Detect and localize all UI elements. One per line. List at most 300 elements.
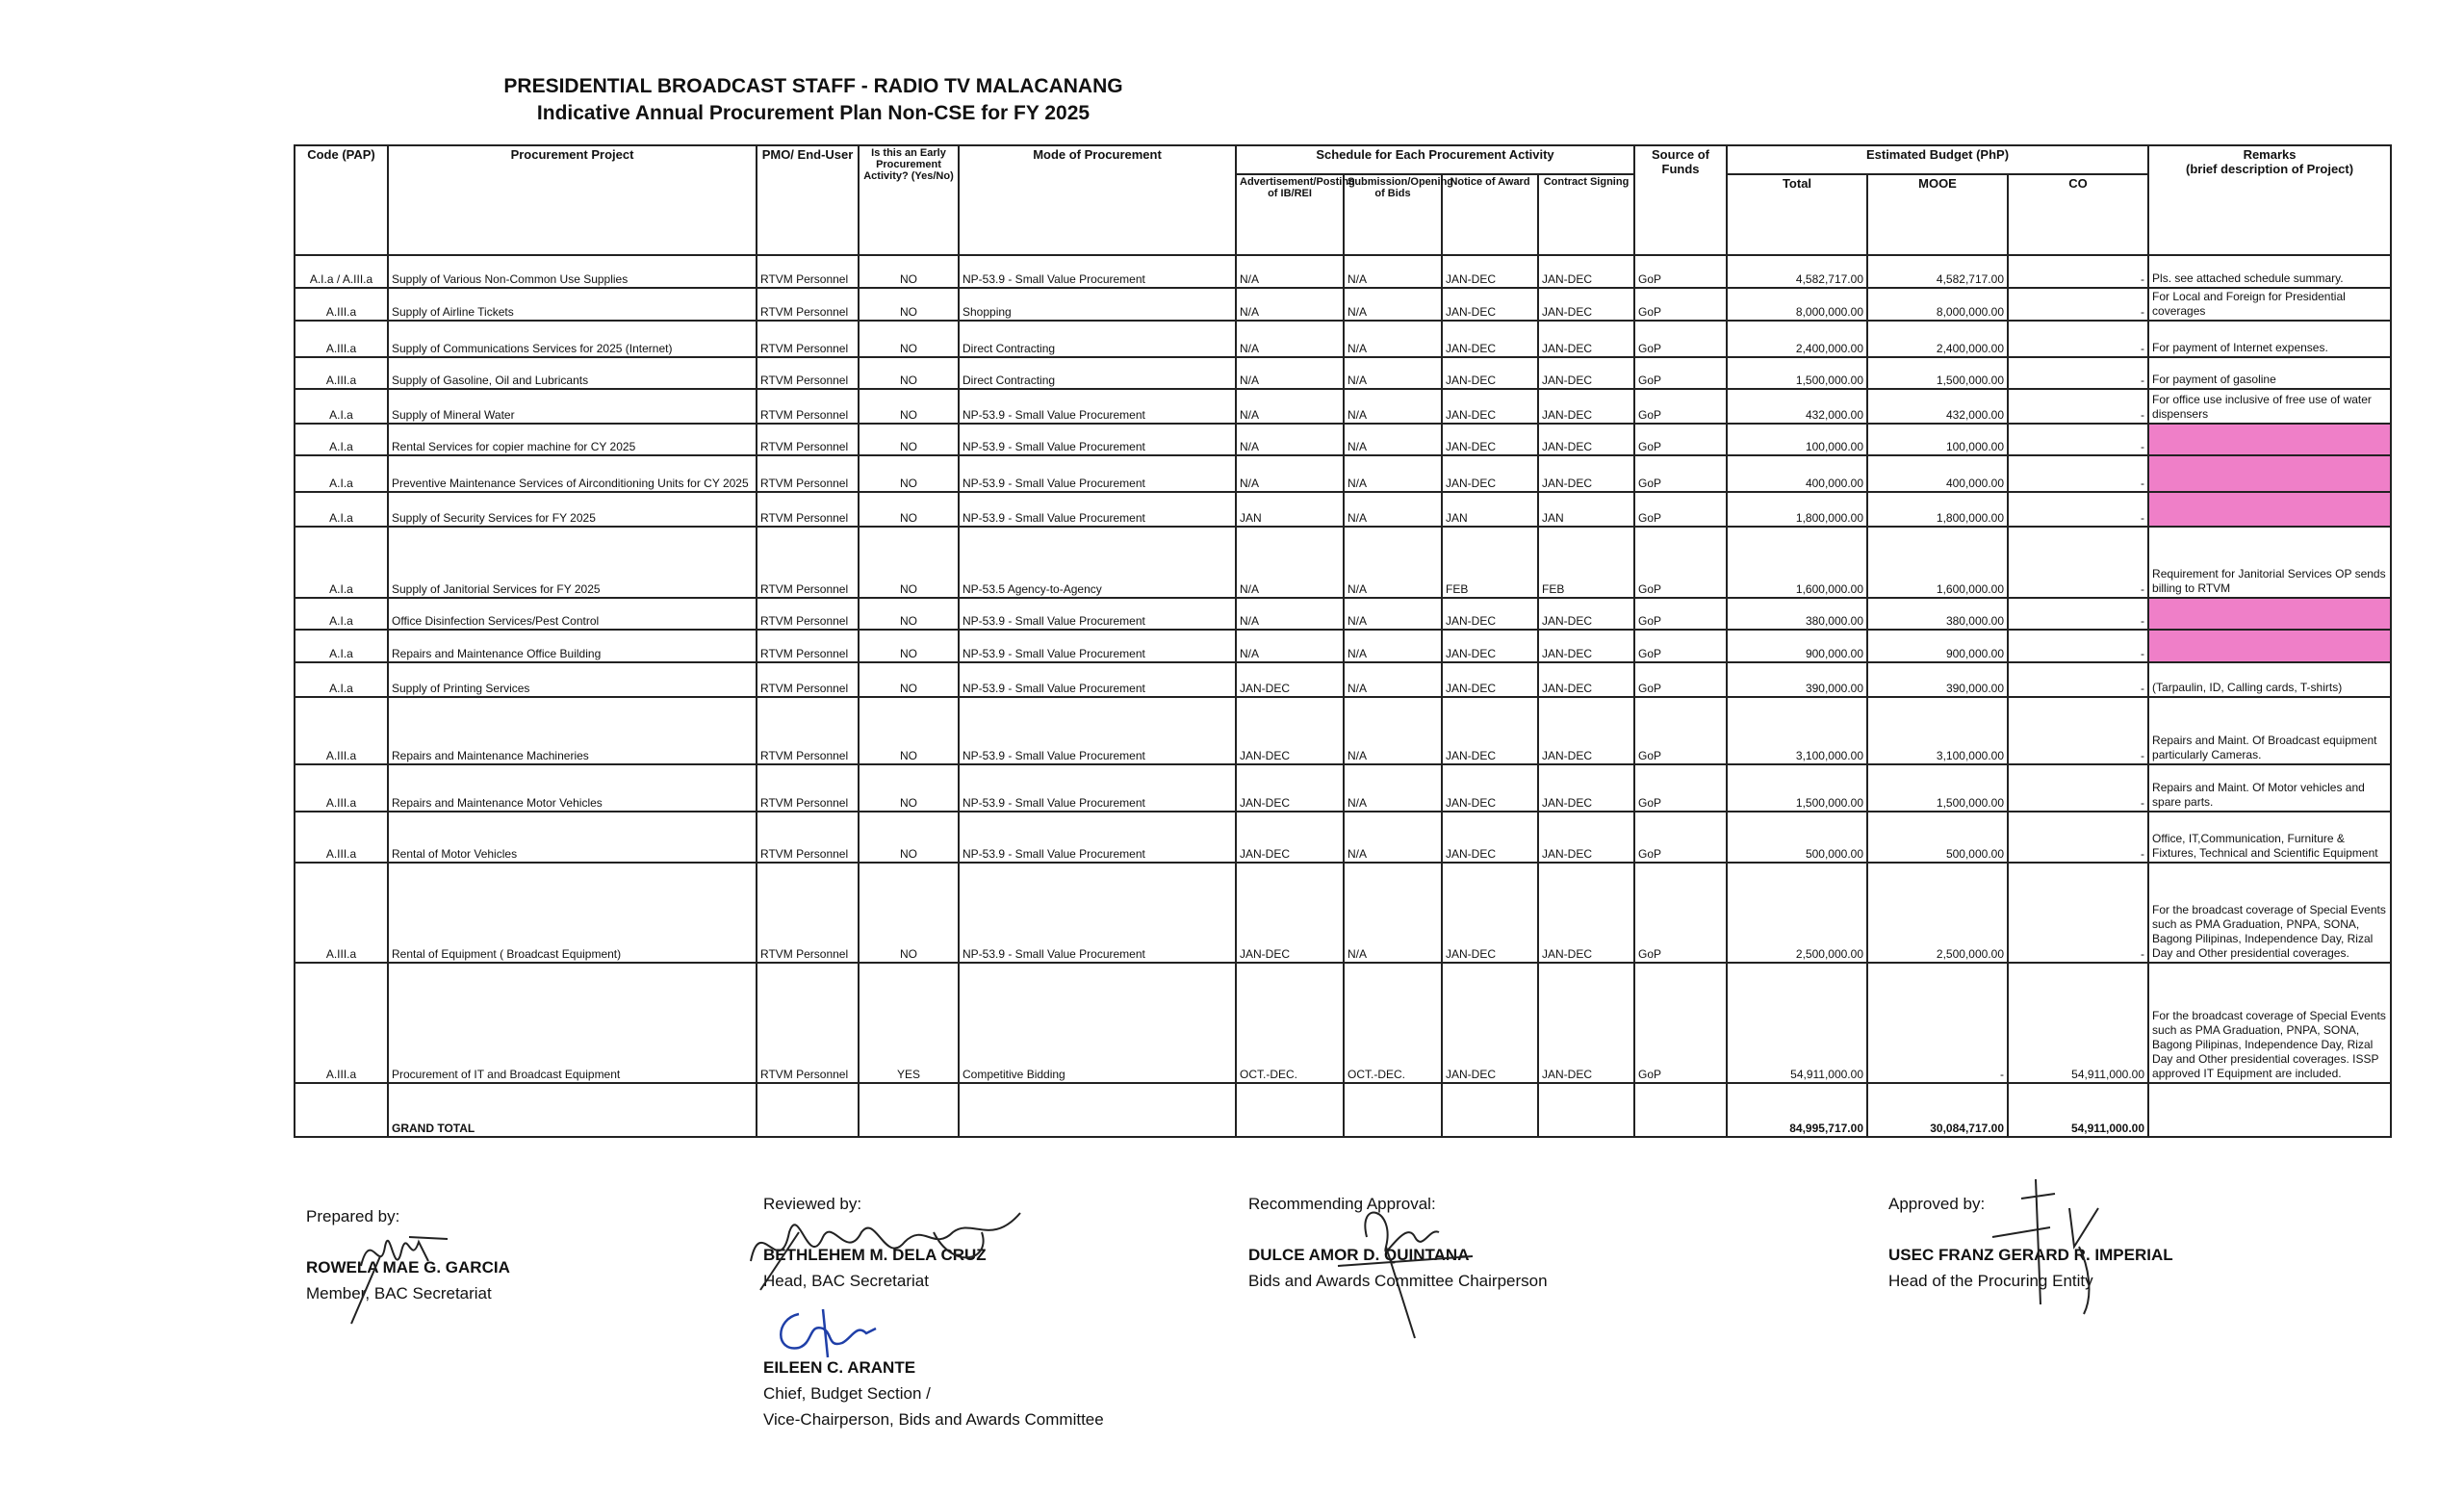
row-contract-signing: JAN-DEC (1538, 630, 1634, 662)
row-mooe: 900,000.00 (1867, 630, 2008, 662)
row-submission: N/A (1344, 697, 1442, 764)
prepared-title: Member, BAC Secretariat (306, 1284, 492, 1303)
row-pmo: RTVM Personnel (757, 630, 859, 662)
row-early: NO (859, 424, 959, 455)
row-mode: NP-53.9 - Small Value Procurement (959, 255, 1236, 288)
row-mooe: 1,500,000.00 (1867, 357, 2008, 389)
reviewed-name: BETHLEHEM M. DELA CRUZ (763, 1246, 987, 1264)
row-mode: NP-53.9 - Small Value Procurement (959, 492, 1236, 527)
prepared-name: ROWELA MAE G. GARCIA (306, 1258, 510, 1277)
row-contract-signing: JAN-DEC (1538, 697, 1634, 764)
row-mooe: 2,500,000.00 (1867, 863, 2008, 963)
row-contract-signing: JAN-DEC (1538, 863, 1634, 963)
header-advertisement: Advertisement/Posting of IB/REI (1236, 174, 1344, 255)
row-notice-award: JAN-DEC (1442, 389, 1538, 424)
row-advertisement: N/A (1236, 255, 1344, 288)
row-mooe: 390,000.00 (1867, 662, 2008, 697)
row-submission: N/A (1344, 630, 1442, 662)
row-project: Supply of Various Non-Common Use Supplies (388, 255, 757, 288)
row-source: GoP (1634, 764, 1727, 812)
header-co: CO (2008, 174, 2148, 255)
row-submission: N/A (1344, 288, 1442, 321)
row-advertisement: N/A (1236, 527, 1344, 598)
row-total: 1,800,000.00 (1727, 492, 1867, 527)
row-early: YES (859, 963, 959, 1083)
row-remarks: For Local and Foreign for Presidential coverages (2148, 288, 2391, 321)
row-contract-signing: JAN-DEC (1538, 389, 1634, 424)
table-row (295, 812, 2391, 863)
row-early: NO (859, 389, 959, 424)
reviewed-signature (741, 1194, 1059, 1300)
row-source: GoP (1634, 812, 1727, 863)
arante-title-2: Vice-Chairperson, Bids and Awards Committee (763, 1410, 1104, 1429)
row-early: NO (859, 455, 959, 492)
row-co: - (2008, 492, 2148, 527)
row-source: GoP (1634, 527, 1727, 598)
row-contract-signing: JAN-DEC (1538, 812, 1634, 863)
row-remarks: For the broadcast coverage of Special Events such as PMA Graduation, PNPA, SONA, Bagong Pilipinas, Independence Day, Rizal Day and Other presidential coverages. (2148, 863, 2391, 963)
row-source: GoP (1634, 697, 1727, 764)
row-project: Repairs and Maintenance Motor Vehicles (388, 764, 757, 812)
approved-signature (1983, 1170, 2118, 1324)
row-mooe: - (1867, 963, 2008, 1083)
remarks-sublabel: (brief description of Project) (2185, 162, 2354, 176)
row-co: - (2008, 630, 2148, 662)
header-mode: Mode of Procurement (959, 145, 1236, 255)
row-contract-signing: JAN-DEC (1538, 764, 1634, 812)
row-total: 100,000.00 (1727, 424, 1867, 455)
row-mode: NP-53.9 - Small Value Procurement (959, 389, 1236, 424)
table-row (295, 697, 2391, 764)
row-mooe: 3,100,000.00 (1867, 697, 2008, 764)
row-co: - (2008, 527, 2148, 598)
row-submission: OCT.-DEC. (1344, 963, 1442, 1083)
row-co: - (2008, 255, 2148, 288)
row-submission: N/A (1344, 662, 1442, 697)
row-total: 1,500,000.00 (1727, 764, 1867, 812)
header-schedule: Schedule for Each Procurement Activity (1236, 145, 1634, 174)
row-remarks (2148, 492, 2391, 527)
row-notice-award: JAN-DEC (1442, 424, 1538, 455)
row-source: GoP (1634, 963, 1727, 1083)
row-code: A.III.a (295, 764, 388, 812)
row-remarks: Office, IT,Communication, Furniture & Fixtures, Technical and Scientific Equipment (2148, 812, 2391, 863)
row-remarks (2148, 598, 2391, 630)
row-mode: NP-53.9 - Small Value Procurement (959, 662, 1236, 697)
row-notice-award: JAN-DEC (1442, 455, 1538, 492)
row-source: GoP (1634, 424, 1727, 455)
row-pmo: RTVM Personnel (757, 863, 859, 963)
row-total: 8,000,000.00 (1727, 288, 1867, 321)
table-row (295, 863, 2391, 963)
row-mode: NP-53.9 - Small Value Procurement (959, 764, 1236, 812)
row-code: A.I.a / A.III.a (295, 255, 388, 288)
row-code: A.III.a (295, 321, 388, 357)
row-submission: N/A (1344, 424, 1442, 455)
budget-chief-block (763, 1354, 1104, 1432)
row-advertisement: JAN-DEC (1236, 697, 1344, 764)
row-submission: N/A (1344, 812, 1442, 863)
row-early: NO (859, 288, 959, 321)
row-notice-award: JAN-DEC (1442, 662, 1538, 697)
row-notice-award: JAN-DEC (1442, 697, 1538, 764)
row-contract-signing: FEB (1538, 527, 1634, 598)
row-pmo: RTVM Personnel (757, 255, 859, 288)
row-total: 500,000.00 (1727, 812, 1867, 863)
row-pmo: RTVM Personnel (757, 963, 859, 1083)
row-co: - (2008, 357, 2148, 389)
row-submission: N/A (1344, 764, 1442, 812)
row-code: A.III.a (295, 288, 388, 321)
row-project: Supply of Mineral Water (388, 389, 757, 424)
row-pmo: RTVM Personnel (757, 697, 859, 764)
reviewed-title: Head, BAC Secretariat (763, 1272, 929, 1290)
row-remarks: Repairs and Maint. Of Broadcast equipment particularly Cameras. (2148, 697, 2391, 764)
row-contract-signing: JAN-DEC (1538, 598, 1634, 630)
row-advertisement: JAN-DEC (1236, 812, 1344, 863)
row-early: NO (859, 492, 959, 527)
header-project: Procurement Project (388, 145, 757, 255)
row-notice-award: FEB (1442, 527, 1538, 598)
table-row (295, 424, 2391, 455)
row-co: - (2008, 697, 2148, 764)
row-mode: Direct Contracting (959, 321, 1236, 357)
row-notice-award: JAN-DEC (1442, 288, 1538, 321)
header-notice-award: Notice of Award (1442, 174, 1538, 255)
row-advertisement: N/A (1236, 321, 1344, 357)
row-co: - (2008, 764, 2148, 812)
row-co: - (2008, 424, 2148, 455)
row-mooe: 2,400,000.00 (1867, 321, 2008, 357)
row-early: NO (859, 764, 959, 812)
row-co: - (2008, 598, 2148, 630)
row-project: Office Disinfection Services/Pest Control (388, 598, 757, 630)
arante-name: EILEEN C. ARANTE (763, 1358, 916, 1377)
row-contract-signing: JAN-DEC (1538, 321, 1634, 357)
row-project: Supply of Gasoline, Oil and Lubricants (388, 357, 757, 389)
row-co: - (2008, 321, 2148, 357)
row-total: 2,500,000.00 (1727, 863, 1867, 963)
row-total: 3,100,000.00 (1727, 697, 1867, 764)
row-mooe: 500,000.00 (1867, 812, 2008, 863)
row-pmo: RTVM Personnel (757, 764, 859, 812)
row-code: A.III.a (295, 863, 388, 963)
row-submission: N/A (1344, 321, 1442, 357)
procurement-plan-table (294, 144, 2392, 1138)
recommending-name: DULCE AMOR D. QUINTANA (1248, 1246, 1470, 1264)
remarks-label: Remarks (2243, 147, 2297, 162)
row-pmo: RTVM Personnel (757, 389, 859, 424)
grand-total-code (295, 1083, 388, 1137)
table-row (295, 598, 2391, 630)
row-remarks: For the broadcast coverage of Special Events such as PMA Graduation, PNPA, SONA, Bagong Pilipinas, Independence Day, Rizal Day and Other presidential coverages. ISSP approved IT Equipment are included. (2148, 963, 2391, 1083)
row-code: A.III.a (295, 697, 388, 764)
recommending-signature (1319, 1179, 1492, 1353)
row-remarks (2148, 455, 2391, 492)
row-notice-award: JAN (1442, 492, 1538, 527)
row-submission: N/A (1344, 455, 1442, 492)
row-mode: NP-53.9 - Small Value Procurement (959, 598, 1236, 630)
row-submission: N/A (1344, 863, 1442, 963)
row-co: - (2008, 662, 2148, 697)
row-project: Rental of Motor Vehicles (388, 812, 757, 863)
row-source: GoP (1634, 598, 1727, 630)
row-project: Repairs and Maintenance Machineries (388, 697, 757, 764)
row-co: 54,911,000.00 (2008, 963, 2148, 1083)
approved-name: USEC FRANZ GERARD R. IMPERIAL (1888, 1246, 2173, 1264)
grand-total-mooe: 30,084,717.00 (1867, 1083, 2008, 1137)
row-pmo: RTVM Personnel (757, 455, 859, 492)
row-mooe: 8,000,000.00 (1867, 288, 2008, 321)
row-mode: NP-53.5 Agency-to-Agency (959, 527, 1236, 598)
row-remarks: For office use inclusive of free use of water dispensers (2148, 389, 2391, 424)
row-notice-award: JAN-DEC (1442, 812, 1538, 863)
row-notice-award: JAN-DEC (1442, 963, 1538, 1083)
table-row (295, 963, 2391, 1083)
approved-title: Head of the Procuring Entity (1888, 1272, 2093, 1290)
row-code: A.I.a (295, 424, 388, 455)
row-early: NO (859, 598, 959, 630)
row-notice-award: JAN-DEC (1442, 630, 1538, 662)
row-source: GoP (1634, 455, 1727, 492)
row-advertisement: N/A (1236, 389, 1344, 424)
row-source: GoP (1634, 389, 1727, 424)
row-total: 1,500,000.00 (1727, 357, 1867, 389)
row-early: NO (859, 357, 959, 389)
row-pmo: RTVM Personnel (757, 812, 859, 863)
row-project: Procurement of IT and Broadcast Equipment (388, 963, 757, 1083)
row-mooe: 1,500,000.00 (1867, 764, 2008, 812)
row-mode: NP-53.9 - Small Value Procurement (959, 455, 1236, 492)
header-mooe: MOOE (1867, 174, 2008, 255)
table-row (295, 321, 2391, 357)
header-submission: Submission/Opening of Bids (1344, 174, 1442, 255)
row-code: A.I.a (295, 662, 388, 697)
row-notice-award: JAN-DEC (1442, 321, 1538, 357)
row-notice-award: JAN-DEC (1442, 764, 1538, 812)
row-code: A.III.a (295, 963, 388, 1083)
row-pmo: RTVM Personnel (757, 424, 859, 455)
table-row (295, 527, 2391, 598)
header-pmo: PMO/ End-User (757, 145, 859, 255)
row-code: A.I.a (295, 630, 388, 662)
row-remarks: For payment of Internet expenses. (2148, 321, 2391, 357)
row-co: - (2008, 863, 2148, 963)
row-advertisement: JAN (1236, 492, 1344, 527)
table-row (295, 630, 2391, 662)
row-pmo: RTVM Personnel (757, 527, 859, 598)
row-code: A.III.a (295, 812, 388, 863)
row-pmo: RTVM Personnel (757, 321, 859, 357)
grand-total-label: GRAND TOTAL (388, 1083, 757, 1137)
row-total: 4,582,717.00 (1727, 255, 1867, 288)
row-advertisement: OCT.-DEC. (1236, 963, 1344, 1083)
row-total: 400,000.00 (1727, 455, 1867, 492)
row-source: GoP (1634, 255, 1727, 288)
row-co: - (2008, 288, 2148, 321)
table-row (295, 492, 2391, 527)
row-mooe: 400,000.00 (1867, 455, 2008, 492)
row-notice-award: JAN-DEC (1442, 357, 1538, 389)
arante-signature (770, 1304, 886, 1362)
row-pmo: RTVM Personnel (757, 492, 859, 527)
row-code: A.I.a (295, 527, 388, 598)
row-total: 900,000.00 (1727, 630, 1867, 662)
row-remarks: (Tarpaulin, ID, Calling cards, T-shirts) (2148, 662, 2391, 697)
reviewed-label: Reviewed by: (763, 1195, 862, 1213)
row-source: GoP (1634, 863, 1727, 963)
table-row (295, 389, 2391, 424)
row-total: 1,600,000.00 (1727, 527, 1867, 598)
table-row (295, 455, 2391, 492)
row-remarks (2148, 630, 2391, 662)
row-pmo: RTVM Personnel (757, 598, 859, 630)
row-mode: NP-53.9 - Small Value Procurement (959, 863, 1236, 963)
prepared-signature (342, 1208, 476, 1333)
row-mode: NP-53.9 - Small Value Procurement (959, 424, 1236, 455)
row-contract-signing: JAN-DEC (1538, 357, 1634, 389)
row-submission: N/A (1344, 389, 1442, 424)
header-contract-signing: Contract Signing (1538, 174, 1634, 255)
row-total: 432,000.00 (1727, 389, 1867, 424)
row-code: A.I.a (295, 492, 388, 527)
row-advertisement: N/A (1236, 288, 1344, 321)
row-early: NO (859, 321, 959, 357)
row-advertisement: N/A (1236, 630, 1344, 662)
row-mode: NP-53.9 - Small Value Procurement (959, 812, 1236, 863)
row-code: A.III.a (295, 357, 388, 389)
row-project: Repairs and Maintenance Office Building (388, 630, 757, 662)
header-source: Source of Funds (1634, 145, 1727, 255)
header-budget: Estimated Budget (PhP) (1727, 145, 2148, 174)
row-total: 2,400,000.00 (1727, 321, 1867, 357)
row-total: 390,000.00 (1727, 662, 1867, 697)
plan-body (295, 255, 2391, 1083)
prepared-label: Prepared by: (306, 1207, 400, 1225)
row-advertisement: JAN-DEC (1236, 764, 1344, 812)
row-project: Supply of Printing Services (388, 662, 757, 697)
row-code: A.I.a (295, 455, 388, 492)
row-early: NO (859, 630, 959, 662)
row-project: Supply of Security Services for FY 2025 (388, 492, 757, 527)
row-submission: N/A (1344, 357, 1442, 389)
grand-total-row (295, 1083, 2391, 1137)
recommending-label: Recommending Approval: (1248, 1195, 1436, 1213)
row-project: Supply of Communications Services for 2025 (Internet) (388, 321, 757, 357)
arante-title-1: Chief, Budget Section / (763, 1384, 931, 1403)
row-mooe: 432,000.00 (1867, 389, 2008, 424)
row-remarks: Pls. see attached schedule summary. (2148, 255, 2391, 288)
row-advertisement: JAN-DEC (1236, 662, 1344, 697)
row-source: GoP (1634, 321, 1727, 357)
grand-total-total: 84,995,717.00 (1727, 1083, 1867, 1137)
row-pmo: RTVM Personnel (757, 357, 859, 389)
header-code: Code (PAP) (295, 145, 388, 255)
row-advertisement: N/A (1236, 455, 1344, 492)
row-code: A.I.a (295, 389, 388, 424)
row-co: - (2008, 812, 2148, 863)
row-source: GoP (1634, 492, 1727, 527)
row-total: 54,911,000.00 (1727, 963, 1867, 1083)
row-early: NO (859, 255, 959, 288)
table-row (295, 764, 2391, 812)
row-remarks: Requirement for Janitorial Services OP sends billing to RTVM (2148, 527, 2391, 598)
row-submission: N/A (1344, 492, 1442, 527)
table-row (295, 288, 2391, 321)
row-submission: N/A (1344, 527, 1442, 598)
row-mooe: 380,000.00 (1867, 598, 2008, 630)
row-pmo: RTVM Personnel (757, 288, 859, 321)
row-mooe: 100,000.00 (1867, 424, 2008, 455)
row-mooe: 1,600,000.00 (1867, 527, 2008, 598)
table-row (295, 357, 2391, 389)
table-row (295, 255, 2391, 288)
row-project: Rental Services for copier machine for CY 2025 (388, 424, 757, 455)
row-source: GoP (1634, 288, 1727, 321)
header-early: Is this an Early Procurement Activity? (Yes/No) (859, 145, 959, 255)
header-remarks (2148, 145, 2391, 255)
row-contract-signing: JAN-DEC (1538, 255, 1634, 288)
row-total: 380,000.00 (1727, 598, 1867, 630)
row-contract-signing: JAN-DEC (1538, 662, 1634, 697)
row-project: Supply of Airline Tickets (388, 288, 757, 321)
row-contract-signing: JAN-DEC (1538, 288, 1634, 321)
row-advertisement: N/A (1236, 598, 1344, 630)
row-early: NO (859, 812, 959, 863)
row-project: Preventive Maintenance Services of Airconditioning Units for CY 2025 (388, 455, 757, 492)
header-total: Total (1727, 174, 1867, 255)
row-notice-award: JAN-DEC (1442, 598, 1538, 630)
row-mode: Shopping (959, 288, 1236, 321)
row-co: - (2008, 389, 2148, 424)
row-mode: Direct Contracting (959, 357, 1236, 389)
document-subtitle: Indicative Annual Procurement Plan Non-CSE for FY 2025 (536, 102, 1091, 124)
row-early: NO (859, 863, 959, 963)
row-contract-signing: JAN-DEC (1538, 963, 1634, 1083)
row-source: GoP (1634, 662, 1727, 697)
row-notice-award: JAN-DEC (1442, 863, 1538, 963)
document-title: PRESIDENTIAL BROADCAST STAFF - RADIO TV MALACANANG (503, 75, 1123, 97)
row-advertisement: N/A (1236, 357, 1344, 389)
row-contract-signing: JAN-DEC (1538, 424, 1634, 455)
row-submission: N/A (1344, 598, 1442, 630)
row-early: NO (859, 527, 959, 598)
row-mooe: 1,800,000.00 (1867, 492, 2008, 527)
row-contract-signing: JAN-DEC (1538, 455, 1634, 492)
row-early: NO (859, 697, 959, 764)
row-pmo: RTVM Personnel (757, 662, 859, 697)
row-code: A.I.a (295, 598, 388, 630)
row-project: Rental of Equipment ( Broadcast Equipment) (388, 863, 757, 963)
grand-total-co: 54,911,000.00 (2008, 1083, 2148, 1137)
row-mode: NP-53.9 - Small Value Procurement (959, 697, 1236, 764)
row-co: - (2008, 455, 2148, 492)
row-contract-signing: JAN (1538, 492, 1634, 527)
row-remarks: Repairs and Maint. Of Motor vehicles and spare parts. (2148, 764, 2391, 812)
row-advertisement: JAN-DEC (1236, 863, 1344, 963)
row-remarks: For payment of gasoline (2148, 357, 2391, 389)
row-project: Supply of Janitorial Services for FY 2025 (388, 527, 757, 598)
approved-label: Approved by: (1888, 1195, 1986, 1213)
table-row (295, 662, 2391, 697)
row-submission: N/A (1344, 255, 1442, 288)
row-source: GoP (1634, 630, 1727, 662)
row-mode: Competitive Bidding (959, 963, 1236, 1083)
row-mooe: 4,582,717.00 (1867, 255, 2008, 288)
row-advertisement: N/A (1236, 424, 1344, 455)
row-early: NO (859, 662, 959, 697)
row-mode: NP-53.9 - Small Value Procurement (959, 630, 1236, 662)
